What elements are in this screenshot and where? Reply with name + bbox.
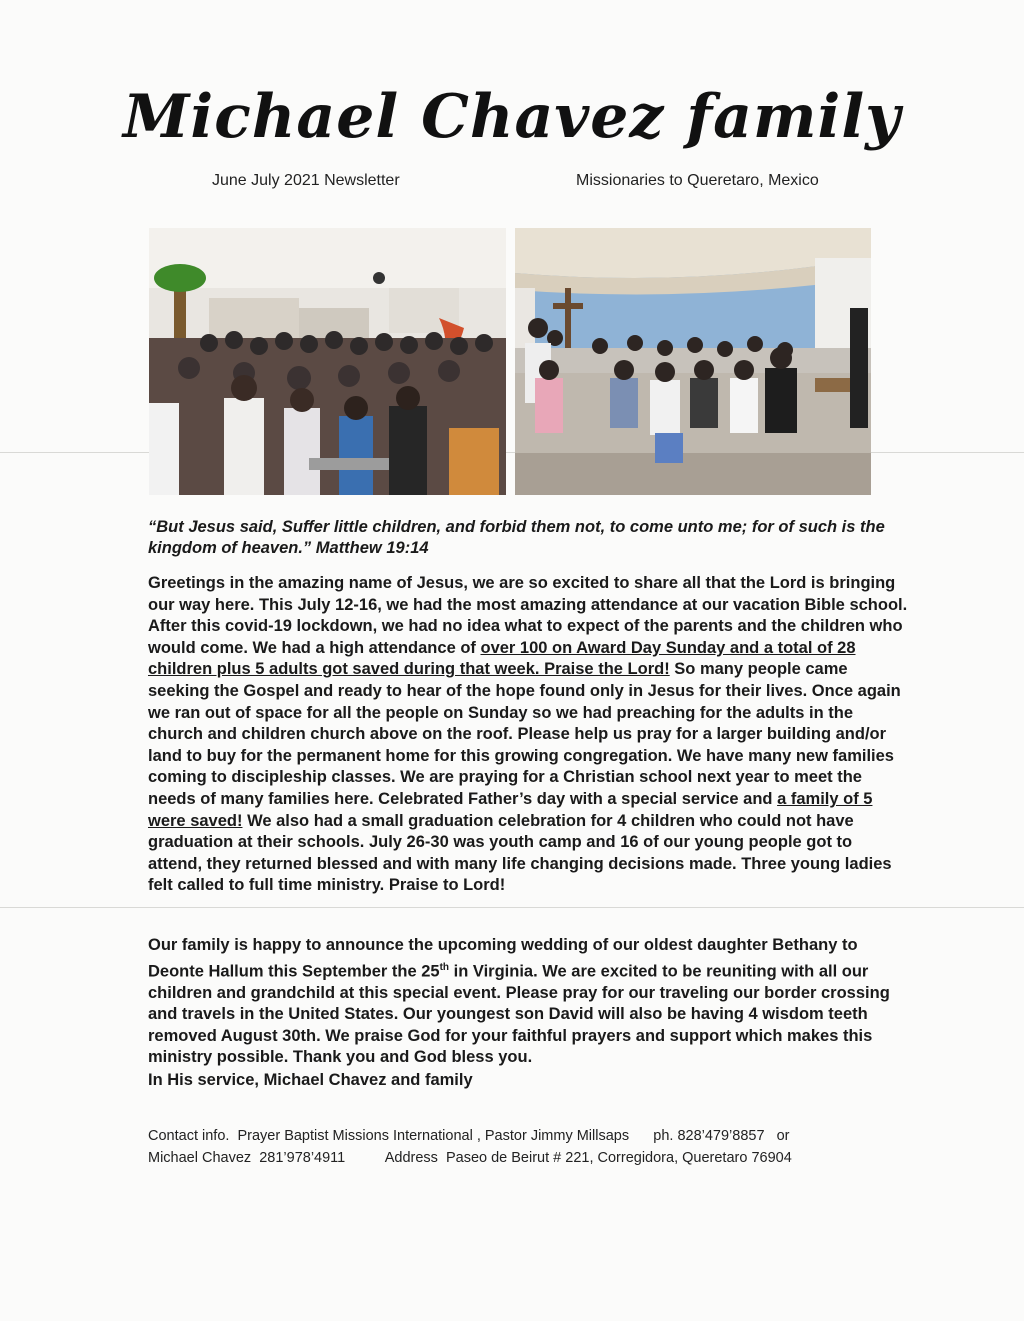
ministry-update-paragraph — [148, 573, 908, 897]
paper-fold-line — [0, 907, 1024, 908]
underlined-highlight: over 100 on Award Day Sunday and a total of 28 children plus 5 adults got saved during that week. Praise the Lord! — [148, 638, 856, 679]
paragraph-text: in Virginia. We are excited to be reuniting with all our children and grandchild at this special event. Please pray for our traveling our border crossing and travels in the United States. Our youngest son David will also be having 4 wisdom teeth removed August 30th. We praise God for your faithful prayers and support which makes this ministry possible. Thank you and God bless you. — [148, 962, 890, 1067]
ordinal-suffix: th — [439, 961, 450, 973]
newsletter-edition: June July 2021 Newsletter — [212, 172, 400, 189]
photo-indoor-gathering — [149, 228, 506, 495]
closing-signature: In His service, Michael Chavez and family — [148, 1071, 473, 1089]
photo-rooftop-children — [515, 228, 871, 495]
paragraph-text: Our family is happy to announce the upcoming wedding of our oldest daughter Bethany to Deonte Hallum this September the 25 — [148, 936, 858, 981]
family-news-paragraph — [148, 935, 908, 1069]
mission-location: Missionaries to Queretaro, Mexico — [576, 172, 819, 189]
paragraph-text: We also had a small graduation celebration for 4 children who could not have graduation at their schools. July 26-30 was youth camp and 16 of our young people got to attend, they returned blessed and with many life changing decisions made. Three young ladies felt called to full time ministry. Praise to Lord! — [148, 811, 892, 895]
contact-address-line: Michael Chavez 281’978’4911 Address Paseo de Beirut # 221, Corregidora, Queretaro 76904 — [148, 1150, 792, 1166]
newsletter-title: Michael Chavez family — [123, 82, 901, 152]
contact-info-line: Contact info. Prayer Baptist Missions International , Pastor Jimmy Millsaps ph. 828’479’8857 or — [148, 1128, 790, 1144]
bible-verse: “But Jesus said, Suffer little children, and forbid them not, to come unto me; for of such is the kingdom of heaven.” Matthew 19:14 — [148, 518, 885, 557]
paragraph-text: Greetings in the amazing name of Jesus, we are so excited to share all that the Lord is bringing our way here. This July 12-16, we had the most amazing attendance at our vacation Bible school. After this covid-19 lockdown, we had no idea what to expect of the parents and the children who would come. We had a high attendance of — [148, 574, 908, 657]
underlined-highlight: a family of 5 were saved! — [148, 789, 873, 830]
paragraph-text: So many people came seeking the Gospel and ready to hear of the hope found only in Jesus for their lives. Once again we ran out of space for all the people on Sunday so we had preaching for the adults in the church and children church above on the roof. Please help us pray for a larger building and/or land to buy for the permanent home for this growing congregation. We have many new families coming to discipleship classes. We are praying for a Christian school next year to meet the needs of many families here. Celebrated Father’s day with a special service and — [148, 660, 901, 808]
